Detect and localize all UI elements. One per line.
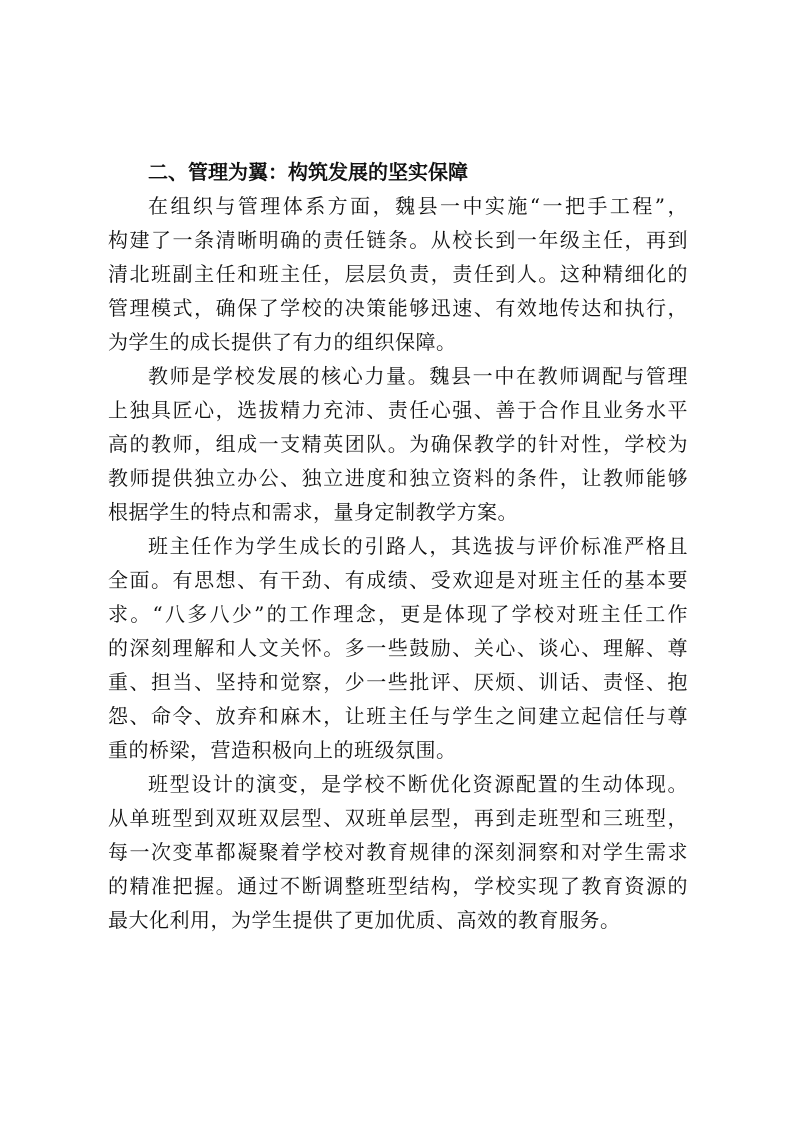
paragraph-line: 在组织与管理体系方面，魏县一中实施“一把手工程”， [148, 194, 688, 218]
paragraph-line: 求。“八多八少”的工作理念，更是体现了学校对班主任工作 [108, 602, 688, 626]
paragraph-line: 根据学生的特点和需求，量身定制教学方案。 [108, 500, 518, 524]
section-heading: 二、管理为翼：构筑发展的坚实保障 [148, 160, 468, 184]
paragraph-teachers [108, 359, 688, 529]
paragraph-line: 构建了一条清晰明确的责任链条。从校长到一年级主任，再到 [108, 228, 688, 252]
paragraph-line: 的深刻理解和人文关怀。多一些鼓励、关心、谈心、理解、尊 [108, 636, 688, 660]
paragraph-line: 清北班副主任和班主任，层层负责，责任到人。这种精细化的 [108, 262, 688, 286]
paragraph-line: 全面。有思想、有干劲、有成绩、受欢迎是对班主任的基本要 [108, 568, 688, 592]
paragraph-head-teachers [108, 529, 688, 767]
document-page [108, 155, 688, 937]
paragraph-line: 上独具匠心，选拔精力充沛、责任心强、善于合作且业务水平 [108, 398, 688, 422]
paragraph-line: 最大化利用，为学生提供了更加优质、高效的教育服务。 [108, 908, 621, 932]
paragraph-line: 怨、命令、放弃和麻木，让班主任与学生之间建立起信任与尊 [108, 704, 688, 728]
paragraph-management-system [108, 189, 688, 359]
paragraph-line: 高的教师，组成一支精英团队。为确保教学的针对性，学校为 [108, 432, 688, 456]
paragraph-line: 为学生的成长提供了有力的组织保障。 [108, 330, 457, 354]
paragraph-line: 重、担当、坚持和觉察，少一些批评、厌烦、训话、责怪、抱 [108, 670, 688, 694]
paragraph-class-types [108, 767, 688, 937]
paragraph-line: 的精准把握。通过不断调整班型结构，学校实现了教育资源的 [108, 874, 688, 898]
paragraph-line: 管理模式，确保了学校的决策能够迅速、有效地传达和执行， [108, 296, 688, 320]
paragraph-line: 重的桥梁，营造积极向上的班级氛围。 [108, 738, 457, 762]
paragraph-line: 从单班型到双班双层型、双班单层型，再到走班型和三班型， [108, 806, 688, 830]
paragraph-line: 班主任作为学生成长的引路人，其选拔与评价标准严格且 [148, 534, 688, 558]
paragraph-line: 教师是学校发展的核心力量。魏县一中在教师调配与管理 [148, 364, 688, 388]
paragraph-line: 班型设计的演变，是学校不断优化资源配置的生动体现。 [148, 772, 688, 796]
paragraph-line: 教师提供独立办公、独立进度和独立资料的条件，让教师能够 [108, 466, 688, 490]
paragraph-line: 每一次变革都凝聚着学校对教育规律的深刻洞察和对学生需求 [108, 840, 688, 864]
